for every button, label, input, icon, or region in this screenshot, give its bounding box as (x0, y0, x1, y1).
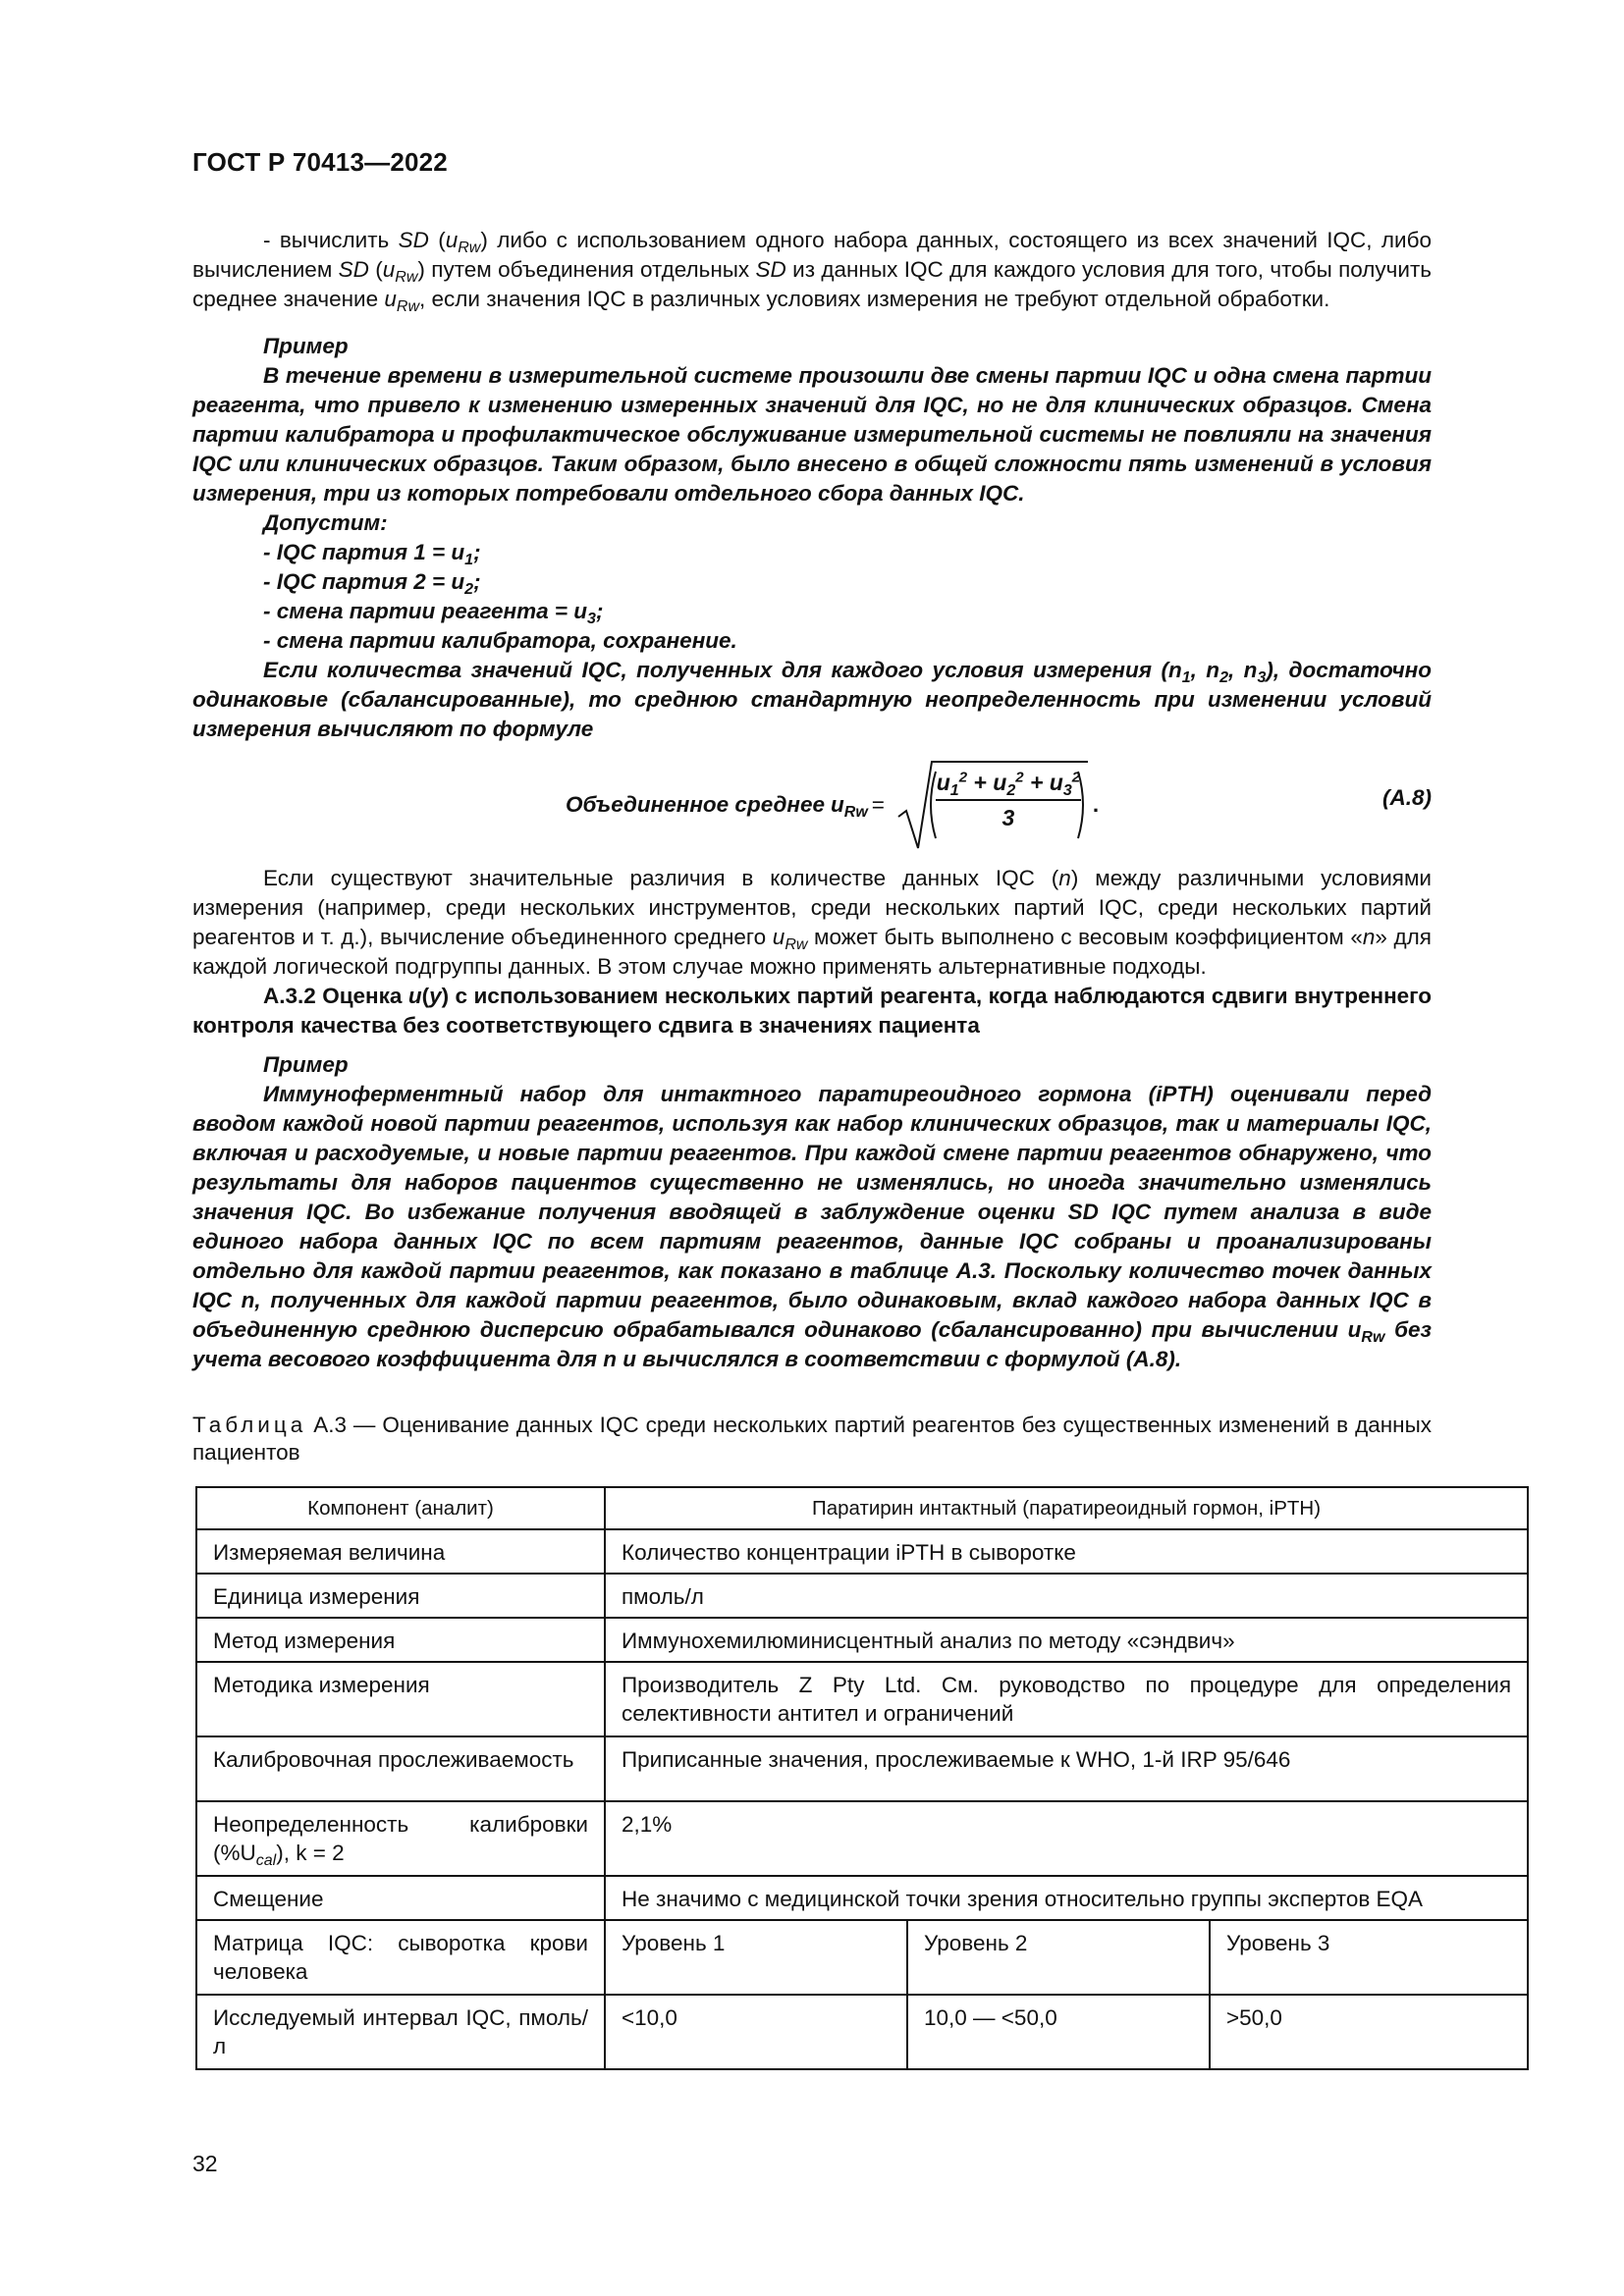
table-caption: Таблица A.3 — Оценивание данных IQC среди нескольких партий реагентов без существенных изменений в данных пациентов (192, 1413, 1432, 1465)
formula-body: Объединенное среднее $u_{Rw}$ = $\frac{u_1^2 + u_2^2 + u_3^2}{3}$ . (566, 756, 1099, 854)
table-cell-value: Количество концентрации iPTH в сыворотке (605, 1529, 1528, 1574)
example-text: В течение времени в измерительной системе произошли две смены партии IQC и одна смена партии реагента, что привело к изменению измеренных значений для IQC, но не для клинических образцов. Смена партии калибратора и профилактическое обслуживание измерительной системы не повлияли на значения IQC или клинических образцов. Таким образом, было внесено в общей сложности пять изменений в условия измерения, три из которых потребовали отдельного сбора данных IQC. (192, 363, 1432, 506)
table-row (196, 1662, 1528, 1736)
table-cell-label: Метод измерения (196, 1618, 605, 1662)
table-a3 (195, 1486, 1529, 2070)
table-row (196, 1618, 1528, 1662)
table-row (196, 1876, 1528, 1920)
condition-text: Если количества значений IQC, полученных для каждого условия измерения ($n_1$, $n_2$, $n_3$), достаточно одинаковые (сбалансированные), то среднюю стандартную неопределенность при изменении условий измерения вычисляют по формуле (192, 658, 1433, 741)
table-row (196, 1920, 1528, 1995)
sqrt-symbol (896, 758, 1093, 852)
example-text: Иммуноферментный набор для интактного паратиреоидного гормона (iPTH) оценивали перед вводом каждой новой партии реагентов, используя как набор клинических образцов, так и материалы IQC, включая и расходуемые, и новые партии реагентов. При каждой смене партии реагентов обнаружено, что результаты для наборов пациентов существенно не изменялись, но иногда значительно изменялись значения IQC. Во избежание получения вводящей в заблуждение оценки SD IQC путем анализа в виде единого набора данных IQC по всем партиям реагентов, данные IQC собраны и проанализированы отдельно для каждой партии реагентов, как показано в таблице A.3. Поскольку количество точек данных IQC n, полученных для каждой партии реагентов, было одинаковым, вклад каждого набора данных IQC в объединенную среднюю дисперсию обрабатывался одинаково (сбалансированно) при вычислении $u_{Rw}$ без учета весового коэффициента для n и вычислялся в соответствии с формулой (A.8). (192, 1082, 1432, 1371)
formula-label: Объединенное среднее (566, 792, 826, 817)
table-cell-value: Не значимо с медицинской точки зрения относительно группы экспертов EQA (605, 1876, 1528, 1920)
example-block-2 (192, 1050, 1432, 1374)
table-cell-value: Производитель Z Pty Ltd. См. руководство по процедуре для определения селективности антител и ограничений (605, 1662, 1528, 1736)
table-cell-value: Иммунохемилюминисцентный анализ по методу «сэндвич» (605, 1618, 1528, 1662)
table-cell-label: Неопределенность калибровки $(\%U_{cal})$, k = 2 (196, 1801, 605, 1876)
list-item: - IQC партия $2 = u_2$; (263, 569, 481, 598)
table-header-cell: Компонент (аналит) (196, 1487, 605, 1529)
paragraph-text: Если существуют значительные различия в количестве данных IQC (n) между различными условиями измерения (например, среди нескольких инструментов, среди нескольких партий IQC, среди нескольких партий реагентов и т. д.), вычисление объединенного среднего $u_{Rw}$ может быть выполнено с весовым коэффициентом «n» для каждой логической подгруппы данных. В этом случае можно применять альтернативные подходы. (192, 866, 1432, 979)
formula-numerator: $u_1^2 + u_2^2 + u_3^2$ (936, 766, 1081, 801)
example-label: Пример (263, 334, 349, 358)
formula-number: (A.8) (1382, 785, 1432, 810)
assume-label: Допустим: (263, 510, 388, 535)
table-header-cell: Паратирин интактный (паратиреоидный гормон, iPTH) (605, 1487, 1528, 1529)
formula-equals: = (871, 792, 885, 817)
table-cell-label: Калибровочная прослеживаемость (196, 1736, 605, 1801)
table-cell-value: пмоль/л (605, 1574, 1528, 1618)
table-header-row (196, 1487, 1528, 1529)
table-cell-interval: <10,0 (605, 1995, 907, 2069)
section-heading: A.3.2 Оценка u(y) с использованием нескольких партий реагента, когда наблюдаются сдвиги внутреннего контроля качества без соответствующего сдвига в значениях пациента (192, 984, 1432, 1038)
table-cell-label: Измеряемая величина (196, 1529, 605, 1574)
table-cell-interval: 10,0 — <50,0 (907, 1995, 1210, 2069)
table-cell-interval: >50,0 (1210, 1995, 1528, 2069)
list-item: - смена партии реагента = $u_3$; (263, 599, 604, 627)
formula-fraction (936, 766, 1081, 834)
formula-denominator: 3 (1001, 805, 1015, 830)
table-row (196, 1736, 1528, 1801)
paragraph-weighting (192, 864, 1432, 1041)
table-cell-label: Матрица IQC: сыворотка крови человека (196, 1920, 605, 1995)
table-cell-level: Уровень 1 (605, 1920, 907, 1995)
table-cell-label: Методика измерения (196, 1662, 605, 1736)
table-row (196, 1995, 1528, 2069)
page-number: 32 (192, 2151, 218, 2176)
table-cell-label: Единица измерения (196, 1574, 605, 1618)
table-row (196, 1801, 1528, 1876)
formula-a8 (192, 756, 1432, 854)
list-item: - IQC партия $1 = u_1$; (263, 540, 481, 568)
table-cell-value: 2,1% (605, 1801, 1528, 1876)
paragraph-text: - вычислить SD $(u_{Rw})$ либо с использованием одного набора данных, состоящего из всех значений IQC, либо вычислением SD $(u_{Rw})$ путем объединения отдельных SD из данных IQC для каждого условия для того, чтобы получить среднее значение $u_{Rw}$, если значения IQC в различных условиях измерения не требуют отдельной обработки. (192, 228, 1433, 315)
table-row (196, 1529, 1528, 1574)
formula-variable: $u_{Rw}$ (831, 792, 868, 821)
paragraph-intro (192, 226, 1432, 314)
example-label: Пример (263, 1052, 349, 1077)
table-cell-level: Уровень 3 (1210, 1920, 1528, 1995)
document-header: ГОСТ Р 70413—2022 (192, 147, 448, 177)
table-cell-value: Приписанные значения, прослеживаемые к WHO, 1-й IRP 95/646 (605, 1736, 1528, 1801)
table-cell-label: Исследуемый интервал IQC, пмоль/л (196, 1995, 605, 2069)
list-item: - смена партии калибратора, сохранение. (263, 628, 737, 653)
table-cell-label: Смещение (196, 1876, 605, 1920)
table-cell-level: Уровень 2 (907, 1920, 1210, 1995)
example-block-1 (192, 332, 1432, 744)
table-row (196, 1574, 1528, 1618)
